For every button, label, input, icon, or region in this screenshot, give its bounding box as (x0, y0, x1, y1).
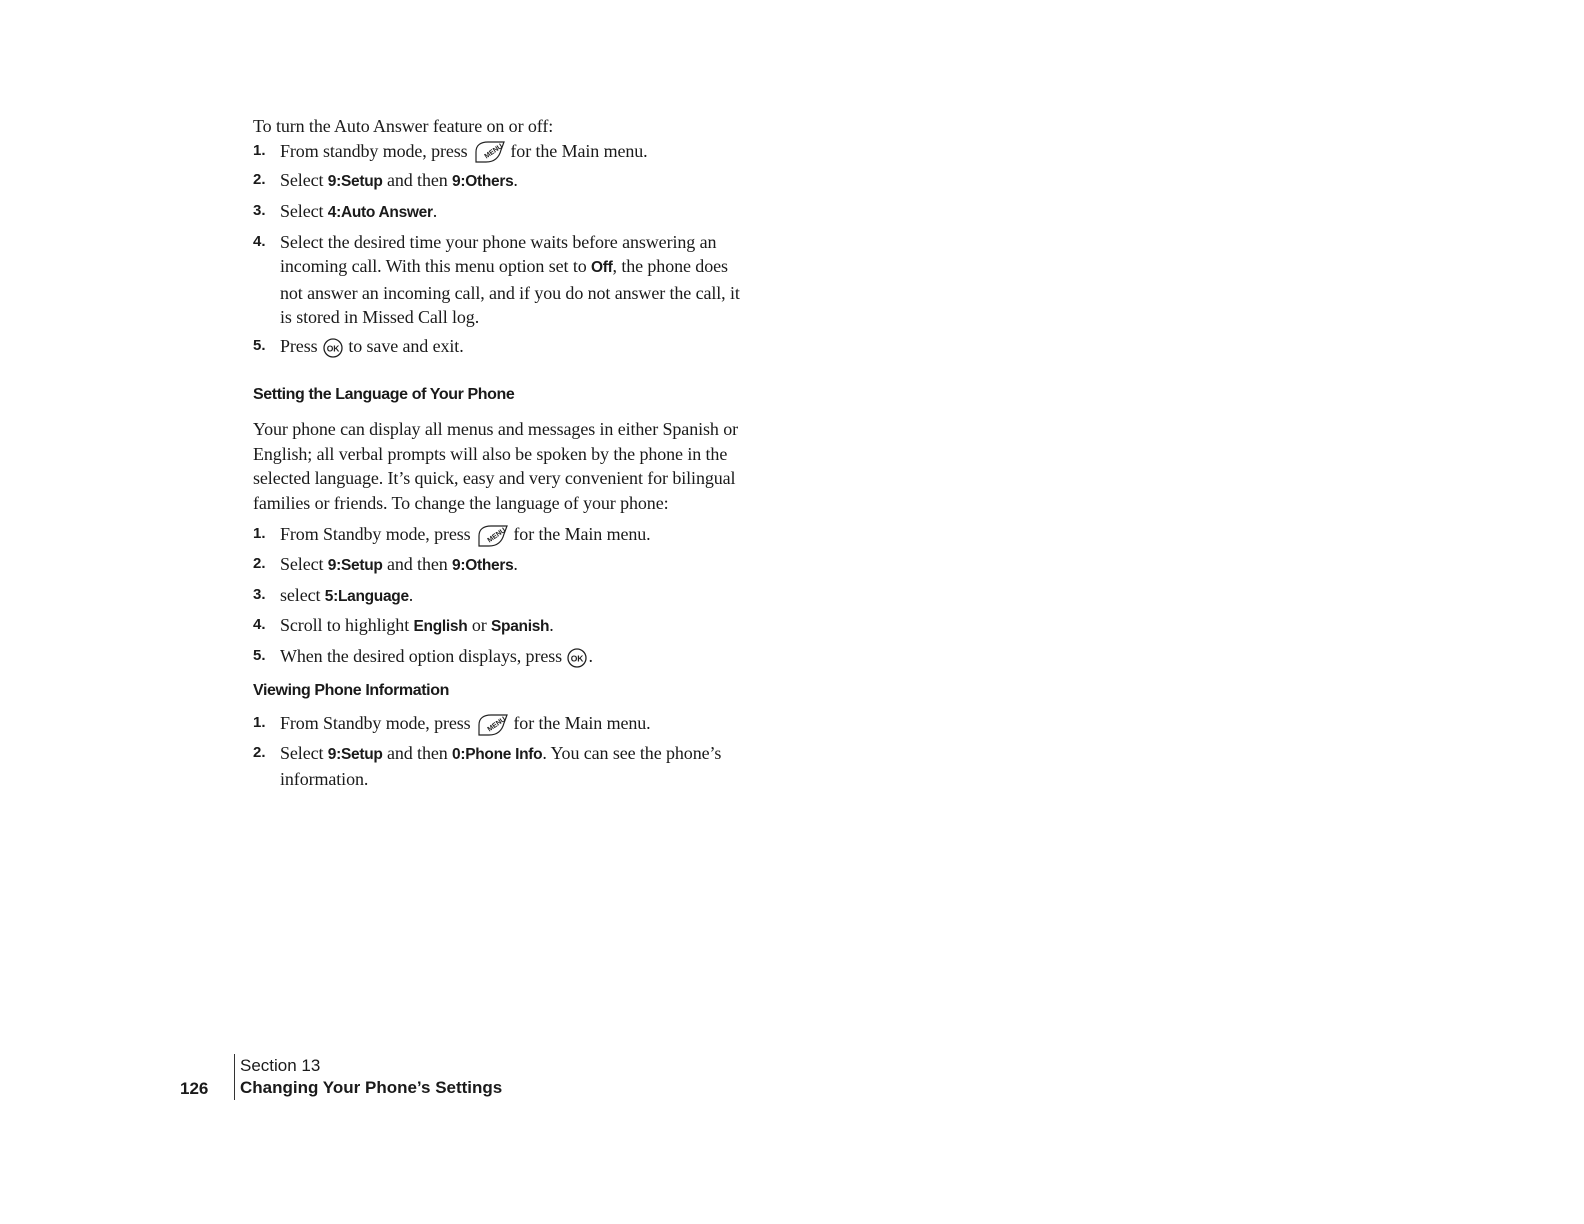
step-number: 3. (253, 202, 266, 220)
language-paragraph: Your phone can display all menus and messages in either Spanish or English; all verbal prompts will also be spoken by the phone in the selected language. It’s quick, easy and very convenient for bilingual families or friends. To change the language of your phone: (253, 418, 738, 513)
section-label: Section 13 (240, 1056, 321, 1075)
menu-key-icon (472, 140, 506, 164)
step-text: and then (386, 742, 448, 763)
list-item (253, 334, 743, 359)
step-number: 1. (253, 141, 266, 159)
language-steps (253, 522, 743, 669)
list-item (253, 168, 743, 195)
step-text: select (280, 584, 321, 605)
step-text: for the Main menu. (513, 524, 651, 545)
svg-text:MENU: MENU (486, 527, 508, 545)
step-text: From standby mode, press (280, 140, 468, 161)
step-text: Select (280, 170, 324, 191)
step-number: 2. (253, 743, 266, 761)
step-text: and then (386, 554, 448, 575)
step-text: From Standby mode, press (280, 524, 471, 545)
menu-option: 9:Others (452, 173, 514, 191)
list-item (253, 644, 743, 669)
step-text: Select (280, 554, 324, 575)
auto-answer-intro: To turn the Auto Answer feature on or off: (253, 116, 554, 136)
list-item (253, 230, 743, 330)
step-text: . You can see the phone’s information. (280, 742, 722, 790)
menu-key-icon (475, 713, 509, 737)
list-item (253, 711, 743, 737)
step-text: Scroll to highlight (280, 615, 410, 636)
footer-divider (234, 1054, 235, 1100)
page-content (253, 114, 743, 796)
step-text: . (513, 554, 518, 575)
menu-option: English (413, 618, 468, 636)
step-text: for the Main menu. (513, 712, 651, 733)
svg-text:OK: OK (571, 653, 584, 664)
list-item (253, 522, 743, 548)
step-number: 1. (253, 525, 266, 543)
step-text: . (408, 584, 414, 605)
step-text: to save and exit. (348, 336, 464, 357)
phone-info-steps (253, 711, 743, 792)
step-number: 1. (253, 713, 266, 731)
step-number: 4. (253, 616, 266, 634)
step-number: 5. (253, 337, 266, 355)
step-text: From Standby mode, press (280, 712, 471, 733)
step-text: When the desired option displays, press (280, 645, 563, 666)
menu-key-icon (475, 524, 509, 548)
menu-option: 5:Language (324, 587, 409, 605)
menu-option: 9:Setup (327, 557, 383, 575)
step-text: . (549, 615, 554, 636)
menu-option: 0:Phone Info (452, 745, 543, 763)
page-footer (180, 1054, 600, 1102)
language-heading: Setting the Language of Your Phone (253, 385, 515, 403)
menu-option: 4:Auto Answer (327, 204, 433, 222)
step-text: Press (280, 336, 318, 357)
menu-option: 9:Setup (327, 745, 383, 763)
svg-text:MENU: MENU (486, 715, 508, 734)
step-number: 2. (253, 171, 266, 189)
step-text: for the Main menu. (510, 140, 648, 161)
step-text: . (432, 201, 438, 222)
list-item (253, 139, 743, 165)
step-number: 2. (253, 555, 266, 573)
auto-answer-steps (253, 139, 743, 359)
step-text: Select (280, 742, 324, 763)
menu-option: Off (591, 259, 613, 277)
menu-option: Spanish (491, 618, 550, 636)
step-text: . (588, 645, 593, 666)
page-number: 126 (180, 1079, 209, 1098)
chapter-title: Changing Your Phone’s Settings (240, 1078, 503, 1097)
step-number: 3. (253, 585, 266, 603)
step-text: and then (386, 170, 448, 191)
svg-text:OK: OK (326, 343, 340, 354)
step-text: Select the desired time your phone waits before answering an incoming call. With this menu option set to (280, 231, 717, 277)
list-item (253, 552, 743, 579)
list-item (253, 583, 743, 610)
list-item (253, 613, 743, 640)
menu-option: 9:Others (452, 557, 514, 575)
menu-option: 9:Setup (327, 173, 383, 191)
ok-key-icon (322, 337, 344, 359)
step-text: Select (280, 201, 324, 222)
ok-key-icon (566, 647, 588, 669)
list-item (253, 199, 743, 226)
step-text: or (471, 615, 487, 636)
step-text: . (513, 170, 518, 191)
phone-info-heading: Viewing Phone Information (253, 681, 449, 699)
list-item (253, 741, 743, 792)
step-number: 4. (253, 232, 266, 250)
step-number: 5. (253, 646, 266, 664)
svg-text:MENU: MENU (483, 143, 505, 161)
step-text: , the phone does not answer an incoming call, and if you do not answer the call, it is stored in Missed Call log. (280, 256, 740, 328)
